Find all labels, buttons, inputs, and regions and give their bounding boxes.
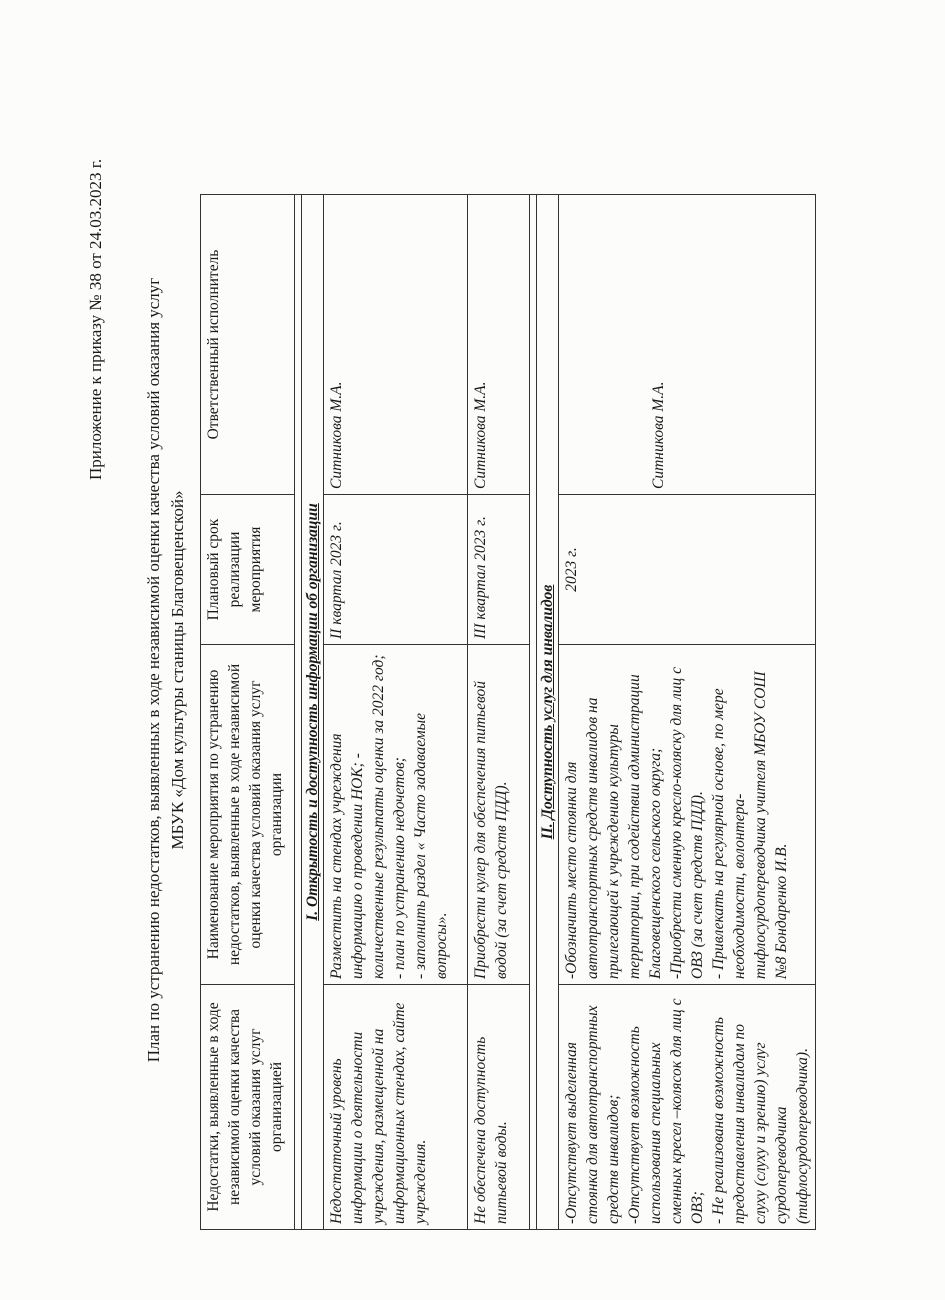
row3-term: 2023 г. (559, 495, 816, 645)
title-line-2: МБУК «Дом культуры станицы Благовещенской» (168, 490, 187, 850)
spacer-row (295, 195, 302, 1230)
table-row (468, 195, 530, 1230)
table-row (559, 195, 816, 1230)
header-problems: Недостатки, выявленные в ходе независимой оценки качества условий оказания услуг организацией (201, 985, 295, 1230)
plan-table (200, 194, 816, 1230)
row3-measures: -Обозначить место стоянки для автотранспортных средств инвалидов на прилегающей к учреждению культуры территории, при содействии администрации Благовещенского сельского округа; -Приобрести сменную кресло-коляску для лиц с ОВЗ (за счет средств ПДД). - Привлекать на регулярной основе, по мере необходимости, волонтера-тифлосурдопереводчика учителя МБОУ СОШ №8 Бондаренко И.В. (559, 645, 816, 985)
row1-responsible: Ситникова М.А. (324, 195, 468, 495)
appendix-note: Приложение к приказу № 38 от 24.03.2023 г. (86, 158, 105, 480)
document-title (142, 120, 190, 1220)
row1-measures: Разместить на стендах учреждения информацию о проведении НОК; - количественные результаты оценки за 2022 год; - план по устранению недочетов; - заполнить раздел « Часто задаваемые вопросы». (324, 645, 468, 985)
table-header-row (201, 195, 295, 1230)
row1-term: II квартал 2023 г. (324, 495, 468, 645)
row3-responsible: Ситникова М.А. (559, 195, 816, 495)
section-row (537, 195, 559, 1230)
section-row (302, 195, 324, 1230)
header-term: Плановый срок реализации мероприятия (201, 495, 295, 645)
row2-term: III квартал 2023 г. (468, 495, 530, 645)
row1-problem: Недостаточный уровень информации о деятельности учреждения, размещенной на информационных стендах, сайте учреждения. (324, 985, 468, 1230)
section-1-title: I. Открытость и доступность информации об организации (302, 195, 324, 1230)
row2-responsible: Ситникова М.А. (468, 195, 530, 495)
header-measures: Наименование мероприятия по устранению недостатков, выявленные в ходе независимой оценки качества условий оказания услуг организации (201, 645, 295, 985)
row2-problem: Не обеспечена доступность питьевой воды. (468, 985, 530, 1230)
section-2-title: II. Доступность услуг для инвалидов (537, 195, 559, 1230)
title-line-1: План по устранению недостатков, выявленных в ходе независимой оценки качества условий оказания услуг (144, 277, 163, 1063)
row3-problems: -Отсутствует выделенная стоянка для автотранспортных средств инвалидов; -Отсутствует возможность использования специальных сменных кресел –колясок для лиц с ОВЗ; - Не реализована возможность предоставления инвалидам по слуху (слуху и зрению) услуг сурдопереводчика (тифлосурдопереводчика). (559, 985, 816, 1230)
table-row (324, 195, 468, 1230)
header-responsible: Ответственный исполнитель (201, 195, 295, 495)
spacer-row (530, 195, 537, 1230)
row2-measures: Приобрести кулер для обеспечения питьевой водой (за счет средств ПДД). (468, 645, 530, 985)
